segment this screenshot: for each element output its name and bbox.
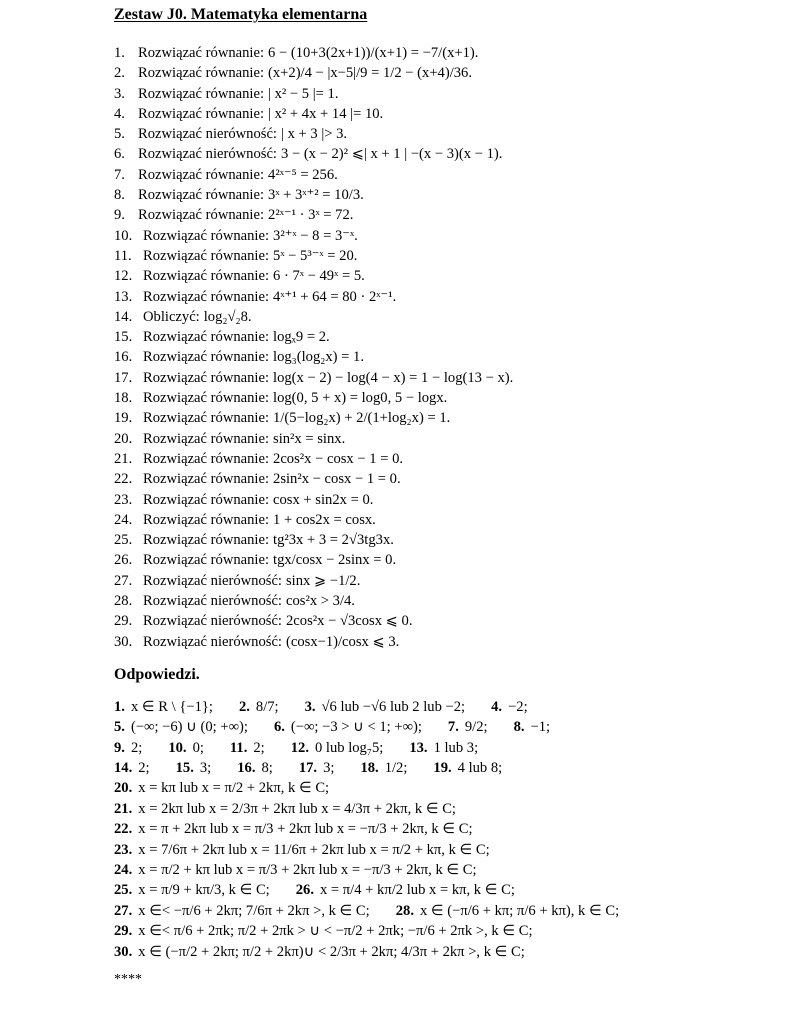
- problem-item: [114, 246, 714, 266]
- problem-number: 14.: [114, 308, 133, 325]
- answer-text: √6 lub −√6 lub 2 lub −2;: [321, 698, 466, 715]
- problem-item: [114, 84, 714, 104]
- problem-expression: 4²ˣ⁻⁵ = 256.: [268, 166, 338, 183]
- problem-item: [114, 449, 714, 469]
- answer-list: [114, 697, 714, 962]
- answer-text: 8;: [261, 760, 273, 777]
- problem-expression: 6 − (10+3(2x+1))/(x+1) = −7/(x+1).: [268, 45, 479, 61]
- answer-line: [114, 738, 714, 758]
- answer-line: [114, 717, 714, 737]
- answer-number: 16.: [237, 760, 256, 777]
- problem-expression: (x+2)/4 − |x−5|/9 = 1/2 − (x+4)/36.: [268, 65, 473, 82]
- problem-expression: log₃(log₂x) = 1.: [273, 349, 364, 366]
- problem-instruction: Rozwiązać nierówność:: [143, 572, 282, 589]
- problem-instruction: Rozwiązać równanie:: [143, 390, 270, 407]
- problem-expression: cosx + sin2x = 0.: [273, 491, 374, 508]
- answer-item: [514, 719, 551, 735]
- problem-instruction: Rozwiązać równanie:: [138, 85, 265, 102]
- answer-text: x = π/4 + kπ/2 lub x = kπ, k ∈ C;: [319, 882, 515, 899]
- answer-line: [114, 778, 714, 798]
- answer-number: 11.: [229, 739, 248, 756]
- answer-number: 10.: [168, 739, 187, 756]
- answer-text: 0 lub log₇5;: [314, 739, 384, 756]
- problem-instruction: Rozwiązać równanie:: [138, 105, 265, 122]
- problem-item: [114, 327, 714, 347]
- answer-text: x = π/2 + kπ lub x = π/3 + 2kπ lub x = −π/3 + 2kπ, k ∈ C;: [138, 862, 477, 879]
- answer-text: 2;: [138, 760, 150, 777]
- problem-item: [114, 205, 714, 225]
- answer-item: [114, 780, 329, 796]
- answer-text: (−∞; −6) ∪ (0; +∞);: [130, 719, 248, 736]
- answer-number: 22.: [114, 821, 133, 838]
- problem-list: [114, 43, 714, 652]
- answer-number: 6.: [273, 719, 285, 736]
- answer-line: [114, 860, 714, 880]
- answer-item: [237, 760, 273, 776]
- problem-item: [114, 368, 714, 388]
- answer-item: [433, 760, 502, 776]
- problem-item: [114, 144, 714, 164]
- problem-expression: log(0, 5 + x) = log0, 5 − logx.: [273, 390, 448, 407]
- problem-instruction: Rozwiązać równanie:: [143, 410, 270, 427]
- problem-number: 10.: [114, 227, 133, 244]
- answer-text: −1;: [530, 719, 551, 736]
- problem-number: 18.: [114, 390, 133, 407]
- answer-number: 8.: [513, 719, 525, 736]
- answer-item: [114, 821, 473, 837]
- problem-item: [114, 307, 714, 327]
- answer-number: 17.: [298, 760, 318, 777]
- problem-number: 5.: [114, 126, 125, 143]
- problem-instruction: Rozwiązać równanie:: [143, 247, 270, 264]
- answer-line: [114, 799, 714, 819]
- problem-number: 6.: [114, 146, 125, 163]
- answer-line: [114, 942, 714, 962]
- problem-item: [114, 287, 714, 307]
- problem-number: 3.: [114, 85, 125, 102]
- problem-instruction: Rozwiązać równanie:: [138, 65, 265, 82]
- answer-text: 9/2;: [464, 719, 488, 736]
- problem-instruction: Rozwiązać równanie:: [143, 552, 270, 569]
- problem-expression: sin²x = sinx.: [273, 430, 346, 447]
- problem-item: [114, 185, 714, 205]
- problem-expression: 2sin²x − cosx − 1 = 0.: [273, 471, 401, 488]
- problem-expression: tgx/cosx − 2sinx = 0.: [273, 552, 397, 569]
- answer-item: [114, 923, 533, 939]
- answer-item: [114, 699, 213, 715]
- problem-expression: log₂√₂8.: [203, 308, 252, 325]
- answer-item: [296, 882, 515, 898]
- problem-instruction: Obliczyć:: [143, 308, 200, 325]
- problem-number: 29.: [114, 613, 133, 630]
- answer-number: 3.: [304, 698, 316, 715]
- answer-line: [114, 697, 714, 717]
- answer-text: 4 lub 8;: [457, 760, 503, 777]
- problem-item: [114, 165, 714, 185]
- problem-expression: sinx ⩾ −1/2.: [286, 572, 361, 589]
- answer-number: 28.: [395, 902, 414, 919]
- problem-item: [114, 226, 714, 246]
- problem-instruction: Rozwiązać równanie:: [143, 268, 270, 285]
- problem-instruction: Rozwiązać równanie:: [143, 430, 270, 447]
- answer-item: [360, 760, 407, 776]
- answer-item: [114, 801, 456, 817]
- answer-line: [114, 921, 714, 941]
- answer-text: x ∈< −π/6 + 2kπ; 7/6π + 2kπ >, k ∈ C;: [138, 902, 370, 919]
- problem-number: 26.: [114, 552, 133, 569]
- problem-expression: cos²x > 3/4.: [286, 593, 355, 610]
- answer-number: 12.: [290, 739, 309, 756]
- problem-expression: | x² − 5 |= 1.: [268, 85, 339, 102]
- problem-item: [114, 104, 714, 124]
- problem-number: 17.: [114, 369, 133, 386]
- answer-text: x ∈ R \ {−1};: [130, 698, 213, 715]
- answer-item: [409, 740, 478, 756]
- answer-number: 14.: [114, 760, 133, 777]
- problem-expression: | x² + 4x + 14 |= 10.: [268, 105, 384, 122]
- answer-item: [305, 699, 466, 715]
- problem-number: 19.: [114, 410, 133, 427]
- problem-item: [114, 632, 714, 652]
- answer-number: 25.: [114, 882, 133, 899]
- answer-text: (−∞; −3 > ∪ < 1; +∞);: [290, 719, 422, 736]
- answer-text: 1/2;: [384, 760, 408, 777]
- answer-number: 7.: [447, 719, 459, 736]
- answer-number: 30.: [114, 943, 133, 960]
- answer-item: [396, 903, 619, 919]
- problem-number: 24.: [114, 511, 133, 528]
- answer-item: [299, 760, 335, 776]
- answer-text: x ∈ (−π/6 + kπ; π/6 + kπ), k ∈ C;: [419, 902, 620, 919]
- problem-instruction: Rozwiązać równanie:: [143, 491, 270, 508]
- problem-item: [114, 388, 714, 408]
- problem-number: 23.: [114, 491, 133, 508]
- problem-expression: tg²3x + 3 = 2√3tg3x.: [273, 532, 394, 549]
- answer-number: 13.: [409, 739, 428, 756]
- answer-number: 5.: [114, 719, 125, 736]
- answer-text: 0;: [192, 739, 204, 756]
- answer-item: [291, 740, 384, 756]
- answer-number: 26.: [295, 882, 314, 899]
- answer-number: 9.: [114, 739, 125, 756]
- problem-instruction: Rozwiązać nierówność:: [138, 146, 277, 163]
- problem-number: 13.: [114, 288, 133, 305]
- problem-item: [114, 266, 714, 286]
- problem-instruction: Rozwiązać równanie:: [138, 187, 265, 204]
- problem-instruction: Rozwiązać nierówność:: [143, 593, 282, 610]
- problem-instruction: Rozwiązać równanie:: [143, 450, 270, 467]
- problem-item: [114, 591, 714, 611]
- problem-expression: 1/(5−log₂x) + 2/(1+log₂x) = 1.: [273, 410, 451, 427]
- answer-item: [239, 699, 279, 715]
- answer-number: 4.: [491, 698, 503, 715]
- problem-item: [114, 571, 714, 591]
- problem-expression: 3²⁺ˣ − 8 = 3⁻ˣ.: [273, 227, 358, 244]
- answer-text: 3;: [323, 760, 335, 777]
- answer-item: [114, 903, 370, 919]
- answer-text: 3;: [199, 760, 212, 777]
- answer-line: [114, 758, 714, 778]
- answer-number: 19.: [433, 760, 452, 777]
- answer-item: [114, 740, 142, 756]
- problem-item: [114, 469, 714, 489]
- problem-number: 20.: [114, 430, 133, 447]
- answer-text: x = π/9 + kπ/3, k ∈ C;: [138, 882, 270, 899]
- answer-text: x ∈ (−π/2 + 2kπ; π/2 + 2kπ)∪ < 2/3π + 2kπ; 4/3π + 2kπ >, k ∈ C;: [138, 943, 525, 960]
- answer-number: 29.: [114, 923, 133, 940]
- problem-item: [114, 63, 714, 83]
- answer-item: [114, 882, 270, 898]
- problem-expression: 1 + cos2x = cosx.: [273, 511, 376, 528]
- problem-instruction: Rozwiązać równanie:: [143, 532, 270, 549]
- problem-expression: 2cos²x − √3cosx ⩽ 0.: [286, 613, 413, 630]
- problem-number: 22.: [114, 471, 133, 488]
- problem-item: [114, 347, 714, 367]
- answer-item: [491, 699, 528, 715]
- page-title: Zestaw J0. Matematyka elementarna: [114, 6, 368, 23]
- problem-expression: 2²ˣ⁻¹ · 3ˣ = 72.: [268, 207, 354, 224]
- answers-heading: Odpowiedzi.: [114, 665, 200, 683]
- answer-number: 27.: [114, 902, 133, 919]
- problem-instruction: Rozwiązać równanie:: [143, 329, 270, 346]
- answer-line: [114, 880, 714, 900]
- problem-item: [114, 490, 714, 510]
- problem-instruction: Rozwiązać równanie:: [143, 349, 270, 366]
- answer-item: [114, 760, 150, 776]
- problem-number: 21.: [114, 450, 133, 467]
- problem-expression: log(x − 2) − log(4 − x) = 1 − log(13 − x).: [273, 369, 514, 386]
- problem-item: [114, 611, 714, 631]
- problem-expression: 2cos²x − cosx − 1 = 0.: [273, 450, 404, 467]
- answer-number: 1.: [114, 698, 125, 715]
- answer-number: 20.: [114, 780, 133, 797]
- problem-instruction: Rozwiązać równanie:: [138, 166, 265, 183]
- problem-number: 8.: [114, 187, 125, 204]
- footer-mark: ****: [114, 971, 142, 987]
- answer-item: [114, 719, 248, 735]
- problem-number: 12.: [114, 268, 133, 285]
- problem-number: 9.: [114, 207, 125, 224]
- answer-text: 2;: [253, 739, 265, 756]
- problem-instruction: Rozwiązać nierówność:: [143, 613, 282, 630]
- answer-number: 2.: [238, 698, 250, 715]
- problem-number: 11.: [114, 247, 132, 264]
- problem-item: [114, 550, 714, 570]
- answer-line: [114, 901, 714, 921]
- answer-item: [168, 740, 204, 756]
- answer-item: [176, 760, 212, 776]
- problem-instruction: Rozwiązać nierówność:: [143, 633, 282, 650]
- problem-expression: 3 − (x − 2)² ⩽| x + 1 | −(x − 3)(x − 1).: [281, 146, 503, 163]
- problem-number: 7.: [114, 166, 125, 183]
- problem-number: 25.: [114, 532, 133, 549]
- problem-instruction: Rozwiązać równanie:: [143, 369, 270, 386]
- answer-text: x = π + 2kπ lub x = π/3 + 2kπ lub x = −π/3 + 2kπ, k ∈ C;: [138, 821, 473, 838]
- problem-item: [114, 408, 714, 428]
- answer-number: 21.: [114, 800, 133, 817]
- answer-text: 8/7;: [255, 698, 279, 715]
- problem-number: 2.: [114, 65, 125, 82]
- answer-item: [114, 944, 525, 960]
- answer-item: [274, 719, 422, 735]
- answer-text: x ∈< π/6 + 2πk; π/2 + 2πk > ∪ < −π/2 + 2πk; −π/6 + 2πk >, k ∈ C;: [138, 923, 533, 940]
- problem-number: 16.: [114, 349, 133, 366]
- problem-instruction: Rozwiązać równanie:: [143, 288, 270, 305]
- problem-instruction: Rozwiązać nierówność:: [138, 126, 277, 143]
- problem-item: [114, 510, 714, 530]
- document-page: [114, 4, 714, 988]
- problem-instruction: Rozwiązać równanie:: [138, 45, 265, 61]
- problem-expression: 4ˣ⁺¹ + 64 = 80 · 2ˣ⁻¹.: [273, 288, 397, 305]
- problem-item: [114, 124, 714, 144]
- answer-text: 2;: [130, 739, 143, 756]
- problem-number: 30.: [114, 633, 133, 650]
- problem-expression: 6 · 7ˣ − 49ˣ = 5.: [273, 268, 365, 285]
- answer-item: [230, 740, 265, 756]
- answer-item: [114, 862, 477, 878]
- problem-expression: (cosx−1)/cosx ⩽ 3.: [286, 633, 400, 650]
- answer-item: [448, 719, 488, 735]
- problem-expression: 3ˣ + 3ˣ⁺² = 10/3.: [268, 187, 364, 204]
- problem-expression: logₓ9 = 2.: [273, 329, 330, 346]
- answer-number: 15.: [175, 760, 194, 777]
- problem-expression: | x + 3 |> 3.: [281, 126, 348, 143]
- answer-line: [114, 840, 714, 860]
- answer-text: 1 lub 3;: [433, 739, 479, 756]
- problem-instruction: Rozwiązać równanie:: [143, 227, 270, 244]
- answer-number: 23.: [114, 841, 133, 858]
- answer-line: [114, 819, 714, 839]
- problem-instruction: Rozwiązać równanie:: [143, 471, 270, 488]
- answer-text: x = 2kπ lub x = 2/3π + 2kπ lub x = 4/3π + 2kπ, k ∈ C;: [138, 800, 456, 817]
- problem-item: [114, 429, 714, 449]
- answer-text: x = kπ lub x = π/2 + 2kπ, k ∈ C;: [138, 780, 330, 797]
- answer-number: 18.: [360, 760, 379, 777]
- answer-item: [114, 842, 490, 858]
- problem-item: [114, 530, 714, 550]
- problem-number: 4.: [114, 105, 125, 122]
- problem-instruction: Rozwiązać równanie:: [138, 207, 265, 224]
- problem-instruction: Rozwiązać równanie:: [143, 511, 270, 528]
- problem-number: 27.: [114, 572, 133, 589]
- problem-number: 28.: [114, 593, 133, 610]
- answer-text: x = 7/6π + 2kπ lub x = 11/6π + 2kπ lub x = π/2 + kπ, k ∈ C;: [138, 841, 490, 858]
- answer-text: −2;: [508, 698, 528, 715]
- answer-number: 24.: [114, 862, 133, 879]
- problem-number: 1.: [114, 45, 125, 61]
- problem-expression: 5ˣ − 5³⁻ˣ = 20.: [273, 247, 358, 264]
- problem-number: 15.: [114, 329, 133, 346]
- problem-item: [114, 43, 714, 63]
